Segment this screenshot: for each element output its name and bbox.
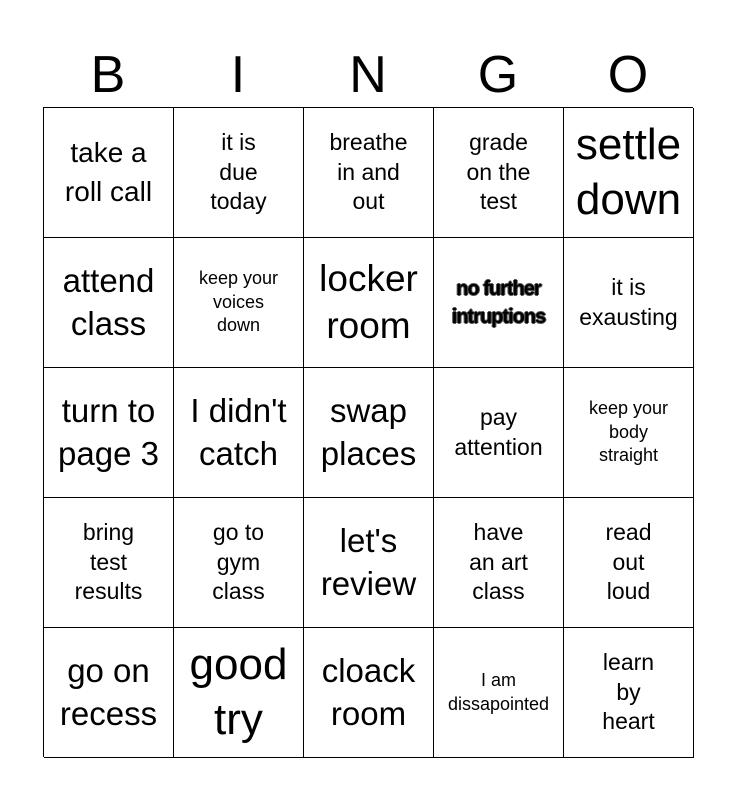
cell-text: I am dissapointed	[447, 670, 550, 714]
bingo-cell-r4-c1[interactable]	[44, 498, 174, 628]
bingo-cell-r4-c4[interactable]	[434, 498, 564, 628]
cell-text: go to gym class	[212, 518, 265, 605]
bingo-cell-r1-c2[interactable]	[174, 108, 304, 238]
cell-text: swap places	[320, 392, 417, 472]
cell-text: pay attention	[454, 403, 543, 460]
bingo-cell-r5-c4[interactable]	[434, 628, 564, 758]
bingo-cell-r3-c3[interactable]	[304, 368, 434, 498]
bingo-cell-r3-c5[interactable]	[564, 368, 694, 498]
bingo-cell-r1-c1[interactable]	[44, 108, 174, 238]
cell-text: learn by heart	[602, 648, 655, 735]
bingo-cell-r5-c2[interactable]	[174, 628, 304, 758]
cell-text: have an art class	[469, 518, 528, 605]
bingo-cell-r2-c1[interactable]	[44, 238, 174, 368]
bingo-cell-r4-c5[interactable]	[564, 498, 694, 628]
cell-text: it is due today	[210, 128, 267, 215]
bingo-cell-r5-c3[interactable]	[304, 628, 434, 758]
bingo-card-grid	[43, 107, 693, 757]
cell-text: read out loud	[605, 518, 652, 605]
cell-text: cloack room	[321, 652, 416, 732]
bingo-cell-r3-c4[interactable]	[434, 368, 564, 498]
bingo-cell-r4-c3[interactable]	[304, 498, 434, 628]
bingo-cell-r1-c4[interactable]	[434, 108, 564, 238]
cell-text: breathe in and out	[329, 128, 408, 215]
cell-text: keep your body straight	[588, 398, 669, 466]
cell-text: settle down	[575, 119, 682, 224]
bingo-cell-r3-c2[interactable]	[174, 368, 304, 498]
cell-text: it is exausting	[579, 273, 678, 330]
cell-text: keep your voices down	[198, 268, 279, 336]
cell-text: go on recess	[59, 652, 158, 732]
cell-text: locker room	[319, 257, 418, 346]
header-letter-n: N	[349, 46, 387, 104]
header-letter-o: O	[607, 46, 649, 104]
cell-text: grade on the test	[466, 128, 531, 215]
cell-text: I didn't catch	[190, 392, 287, 472]
bingo-header	[43, 44, 693, 106]
bingo-cell-r2-c3[interactable]	[304, 238, 434, 368]
bingo-cell-r1-c3[interactable]	[304, 108, 434, 238]
bingo-cell-r5-c1[interactable]	[44, 628, 174, 758]
cell-text: turn to page 3	[58, 392, 159, 472]
cell-text: bring test results	[74, 518, 143, 605]
cell-text: let's review	[320, 522, 417, 602]
bingo-cell-r5-c5[interactable]	[564, 628, 694, 758]
bingo-cell-r2-c5[interactable]	[564, 238, 694, 368]
cell-text: take a roll call	[64, 136, 153, 207]
bingo-cell-r2-c4[interactable]	[434, 238, 564, 368]
bingo-cell-r2-c2[interactable]	[174, 238, 304, 368]
header-letter-i: I	[230, 46, 246, 104]
header-letter-b: B	[90, 46, 126, 104]
cell-text: attend class	[62, 262, 155, 342]
cell-text: no further intruptions	[451, 277, 546, 328]
bingo-cell-r4-c2[interactable]	[174, 498, 304, 628]
bingo-cell-r1-c5[interactable]	[564, 108, 694, 238]
cell-text: good try	[189, 639, 288, 744]
bingo-cell-r3-c1[interactable]	[44, 368, 174, 498]
header-letter-g: G	[477, 46, 519, 104]
